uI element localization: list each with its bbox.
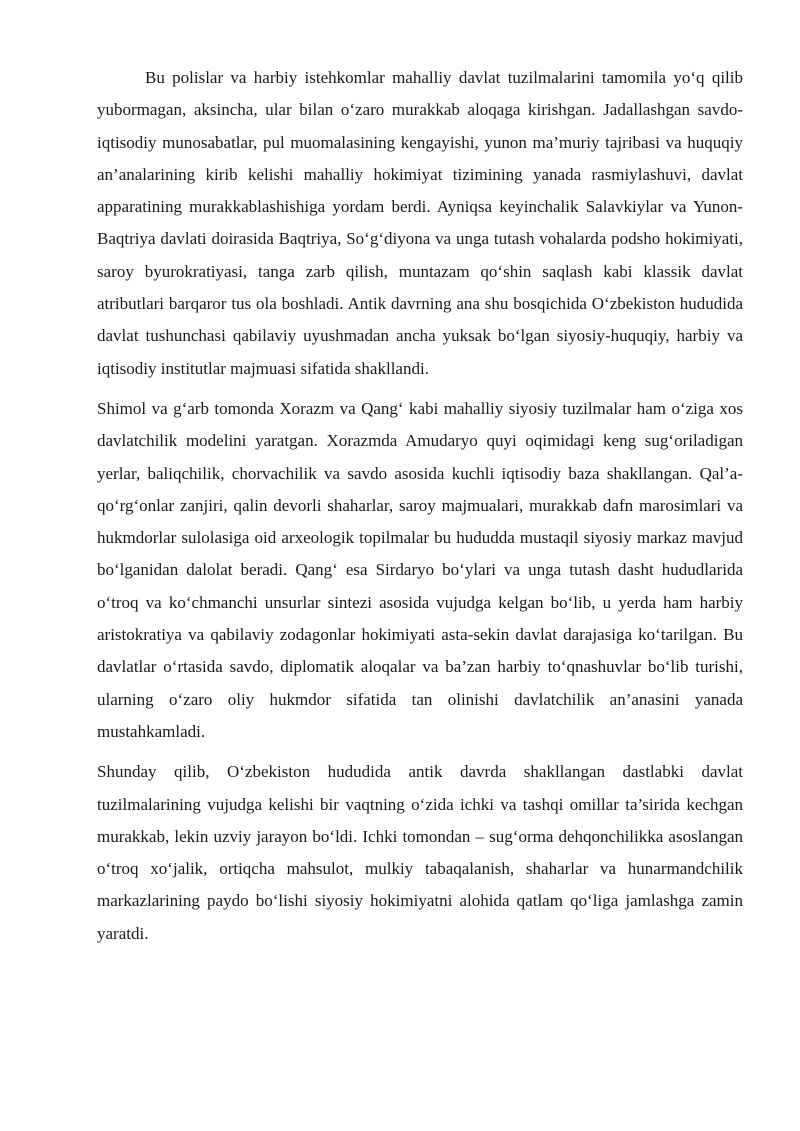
paragraph-conclusion: Shunday qilib, O‘zbekiston hududida antik davrda shakllangan dastlabki davlat tuzilmalarining vujudga kelishi bir vaqtning o‘zida ichki va tashqi omillar ta’sirida kechgan murakkab, lekin uzviy jarayon bo‘ldi. Ichki tomondan – sug‘orma dehqonchilikka asoslangan o‘troq xo‘jalik, ortiqcha mahsulot, mulkiy tabaqalanish, shaharlar va hunarmandchilik markazlarining paydo bo‘lishi siyosiy hokimiyatni alohida qatlam qo‘liga jamlashga zamin yaratdi.: [97, 762, 743, 943]
paragraph-xorazm-qang: Shimol va g‘arb tomonda Xorazm va Qang‘ kabi mahalliy siyosiy tuzilmalar ham o‘ziga xos davlatchilik modelini yaratgan. Xorazmda Amudaryo quyi oqimidagi keng sug‘oriladigan yerlar, baliqchilik, chorvachilik va savdo asosida kuchli iqtisodiy baza shakllangan. Qal’a-qo‘rg‘onlar zanjiri, qalin devorli shaharlar, saroy majmualari, murakkab dafn marosimlari va hukmdorlar sulolasiga oid arxeologik topilmalar bu hududda mustaqil siyosiy markaz mavjud bo‘lganidan dalolat beradi. Qang‘ esa Sirdaryo bo‘ylari va unga tutash dasht hududlarida o‘troq va ko‘chmanchi unsurlar sintezi asosida vujudga kelgan bo‘lib, u yerda ham harbiy aristokratiya va qabilaviy zodagonlar hokimiyati asta-sekin davlat darajasiga ko‘tarilgan. Bu davlatlar o‘rtasida savdo, diplomatik aloqalar va ba’zan harbiy to‘qnashuvlar bo‘lib turishi, ularning o‘zaro oliy hukmdor sifatida tan olinishi davlatchilik an’anasini yanada mustahkamladi.: [97, 398, 743, 741]
document-page: [97, 62, 743, 950]
paragraph-polislar: Bu polislar va harbiy istehkomlar mahalliy davlat tuzilmalarini tamomila yo‘q qilib yubormagan, aksincha, ular bilan o‘zaro murakkab aloqaga kirishgan. Jadallashgan savdo-iqtisodiy munosabatlar, pul muomalasining kengayishi, yunon ma’muriy tajribasi va huquqiy an’analarining kirib kelishi mahalliy hokimiyat tizimining yanada rasmiylashuvi, davlat apparatining murakkablashishiga yordam berdi. Ayniqsa keyinchalik Salavkiylar va Yunon-Baqtriya davlati doirasida Baqtriya, So‘g‘diyona va unga tutash vohalarda podsho hokimiyati, saroy byurokratiyasi, tanga zarb qilish, muntazam qo‘shin saqlash kabi klassik davlat atributlari barqaror tus ola boshladi. Antik davrning ana shu bosqichida O‘zbekiston hududida davlat tushunchasi qabilaviy uyushmadan ancha yuksak bo‘lgan siyosiy-huquqiy, harbiy va iqtisodiy institutlar majmuasi sifatida shakllandi.: [97, 68, 743, 378]
